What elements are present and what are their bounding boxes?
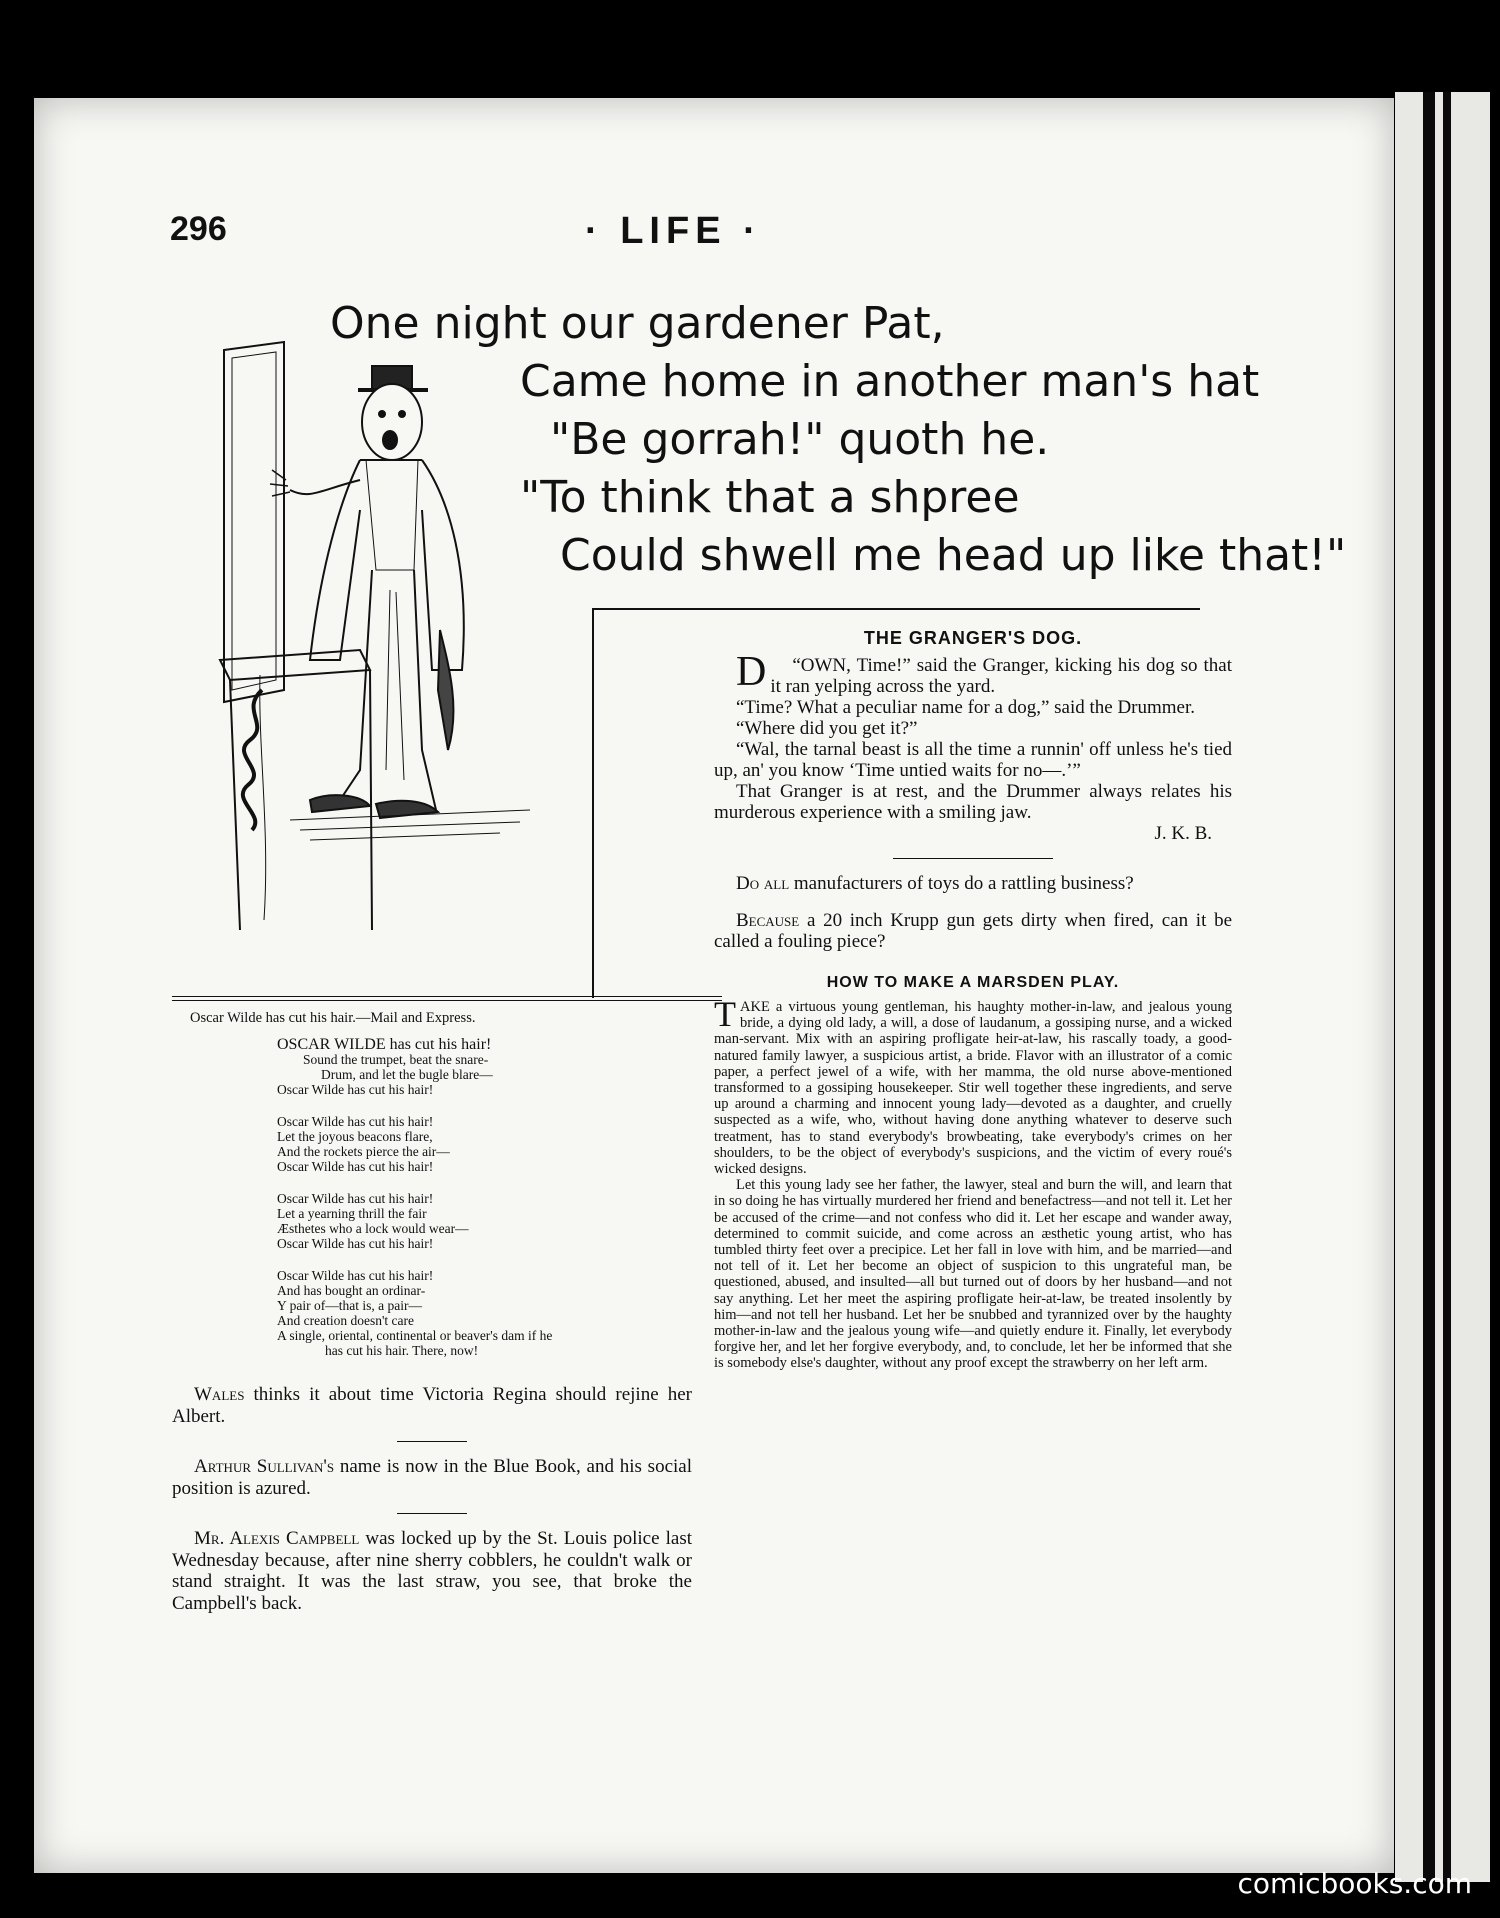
masthead: · LIFE · — [585, 210, 762, 252]
granger-quote-mark: “ — [792, 655, 801, 676]
toys-item — [714, 873, 1232, 894]
krupp-item — [714, 910, 1232, 952]
marsden-title: HOW TO MAKE A MARSDEN PLAY. — [826, 974, 1120, 991]
divider — [397, 1441, 467, 1442]
poem-line: Let the joyous beacons flare, — [277, 1129, 433, 1144]
wilde-epigraph: Oscar Wilde has cut his hair.—Mail and Express. — [190, 1010, 476, 1026]
granger-paragraph: “Wal, the tarnal beast is all the time a runnin' off unless he's tied up, an' you know ‘Time untied waits for no—.’” — [714, 739, 1232, 781]
poem-line: Æsthetes who a lock would wear— — [277, 1221, 469, 1236]
column-rule — [172, 996, 722, 1001]
poem-line: Let a yearning thrill the fair — [277, 1206, 427, 1221]
frame-rule — [592, 608, 594, 998]
page-edge — [1395, 92, 1490, 1882]
sullivan-item — [172, 1456, 692, 1499]
granger-paragraph: “Where did you get it?” — [736, 718, 918, 739]
stanza-gap — [277, 1097, 637, 1114]
drop-cap: D — [736, 649, 767, 695]
item-text: was locked up by the St. Louis police last Wednesday because, after nine sherry cobblers, he couldn't walk or stand straight. It was the last straw, you see, that broke the Campbell's back. — [172, 1528, 692, 1614]
verse-line: One night our gardener Pat, — [330, 298, 945, 349]
verse-line: "To think that a shpree — [520, 472, 1020, 523]
lead-words: Wales — [194, 1384, 245, 1405]
watermark: comicbooks.com — [1237, 1867, 1472, 1900]
marsden-text: AKE a virtuous young gentleman, his haughty mother-in-law, and jealous young bride, a dying old lady, a will, a dose of laudanum, a gossiping nurse, and a wicked man-servant. Mix with an aspiring profligate heir-at-law, his rascally toady, a good-natured family lawyer, a suspicious artist, a bride. Flavor with an illustrator of a comic paper, a perfect jewel of a wife, with her mamma, the old nurse above-mentioned transformed to a gossiping housekeeper. Stir well together these ingredients, and serve up around a charming and innocent young lady—devoted as a daughter, and cruelly suspected as a wife, who, without having done anything whatever to deserve such treatment, has to stand everybody's browbeating, take everybody's crimes on her shoulders, to be the object of everybody's suspicions, and the victim of every roué's wicked designs. — [714, 999, 1232, 1178]
lead-words: Arthur Sullivan's — [194, 1456, 335, 1477]
poem-line: Drum, and let the bugle blare— — [321, 1067, 493, 1082]
edge-strip — [1451, 92, 1490, 1882]
lead-words: Do all — [736, 873, 790, 894]
poem-line: A single, oriental, continental or beaver's dam if he — [277, 1328, 553, 1343]
verse-line: Could shwell me head up like that!" — [560, 530, 1347, 581]
poem-line: Oscar Wilde has cut his hair! — [277, 1159, 434, 1174]
campbell-item — [172, 1528, 692, 1614]
granger-title: THE GRANGER'S DOG. — [863, 628, 1083, 648]
item-text: name is now in the Blue Book, and his social position is azured. — [172, 1456, 692, 1499]
poem-line: has cut his hair. There, now! — [325, 1343, 479, 1358]
item-text: manufacturers of toys do a rattling business? — [789, 873, 1134, 894]
poem-line: Oscar Wilde has cut his hair! — [277, 1082, 434, 1097]
marsden-paragraph — [714, 994, 1232, 1178]
granger-text: OWN, Time!” said the Granger, kicking his dog so that it ran yelping across the yard. — [770, 655, 1232, 697]
stanza-gap — [277, 1174, 637, 1191]
page-number: 296 — [170, 210, 227, 248]
verse-line: "Be gorrah!" quoth he. — [550, 414, 1050, 465]
poem-line: And has bought an ordinar- — [277, 1283, 426, 1298]
divider — [397, 1513, 467, 1514]
wales-item — [172, 1384, 692, 1427]
poem-line: And the rockets pierce the air— — [277, 1144, 450, 1159]
stanza-gap — [277, 1251, 637, 1268]
item-text: a 20 inch Krupp gun gets dirty when fired, can it be called a fouling piece? — [714, 910, 1232, 952]
lead-words: Because — [736, 910, 800, 931]
granger-paragraph: That Granger is at rest, and the Drummer always relates his murderous experience with a smiling jaw. — [714, 781, 1232, 823]
cartoon-illustration — [200, 330, 600, 960]
signature: J. K. B. — [1154, 823, 1212, 844]
edge-strip — [1395, 92, 1423, 1882]
verse-line: Came home in another man's hat — [520, 356, 1260, 407]
poem-line: Oscar Wilde has cut his hair! — [277, 1236, 434, 1251]
poem-line: Oscar Wilde has cut his hair! — [277, 1191, 434, 1206]
poem-line: OSCAR WILDE has cut his hair! — [277, 1036, 492, 1053]
divider — [893, 858, 1053, 859]
poem-line: And creation doesn't care — [277, 1313, 414, 1328]
wilde-poem — [172, 1037, 637, 1358]
poem-line: Oscar Wilde has cut his hair! — [277, 1114, 434, 1129]
frame-rule — [592, 608, 1200, 610]
granger-paragraph: “Time? What a peculiar name for a dog,” said the Drummer. — [736, 697, 1196, 718]
poem-line: Sound the trumpet, beat the snare- — [303, 1052, 489, 1067]
left-column — [172, 1010, 692, 1614]
right-column — [714, 628, 1232, 1372]
lead-words: Mr. Alexis Campbell — [194, 1528, 360, 1549]
edge-strip — [1435, 92, 1443, 1882]
item-text: thinks it about time Victoria Regina should rejine her Albert. — [172, 1384, 692, 1427]
marsden-paragraph: Let this young lady see her father, the lawyer, steal and burn the will, and learn that in so doing he has virtually murdered her friend and benefactress—and not tell it. Let her be accused of the crime—and not confess who did it. Let her escape and wander away, determined to commit suicide, and come across an æsthetic young artist, who has tumbled thirty feet over a precipice. Let her fall in love with him, and be married—and not tell of it. Let her become an object of suspicion to this ungrateful man, be questioned, abused, and insulted—all but turned out of doors by her husband—and not say anything. Let her meet the aspiring profligate heir-at-law, be treated insolently by him—and not tell her husband. Let her be snubbed and tyrannized over by the haughty mother-in-law and the jealous young wife—and quietly endure it. Finally, let everybody forgive her, and let her forgive everybody, and, to conclude, let her be informed that she is somebody else's daughter, without any proof except the strawberry on her left arm. — [714, 1177, 1232, 1372]
poem-line: Y pair of—that is, a pair— — [277, 1298, 422, 1313]
granger-paragraph — [714, 649, 1232, 697]
drop-cap: T — [714, 994, 736, 1034]
poem-line: Oscar Wilde has cut his hair! — [277, 1268, 434, 1283]
